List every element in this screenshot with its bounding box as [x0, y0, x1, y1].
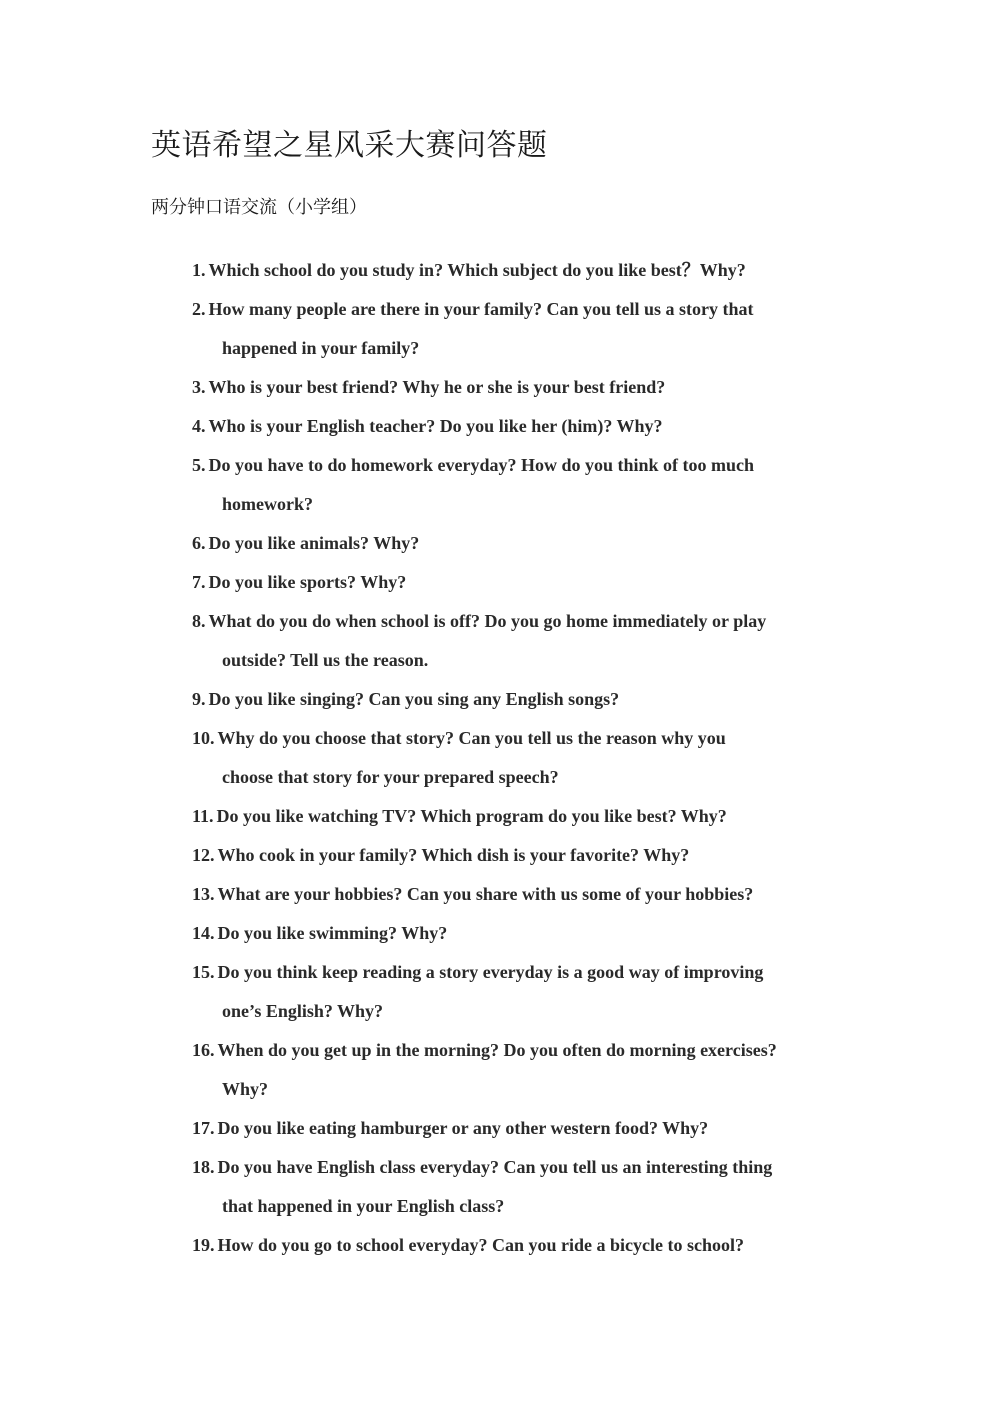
- question-first-line: [192, 446, 872, 485]
- question-item: [192, 680, 872, 719]
- question-first-line: [192, 1148, 872, 1187]
- question-text: Do you like singing? Can you sing any English songs?: [208, 689, 620, 709]
- question-first-line: [192, 1226, 872, 1265]
- question-item: [192, 1109, 872, 1148]
- question-text: choose that story for your prepared speech?: [222, 767, 559, 787]
- question-number: 4.: [192, 416, 206, 436]
- question-first-line: [192, 563, 872, 602]
- question-item: [192, 407, 872, 446]
- question-item: [192, 563, 872, 602]
- question-continuation-line: [192, 1187, 872, 1226]
- question-text: that happened in your English class?: [222, 1196, 505, 1216]
- question-text: Do you like animals? Why?: [208, 533, 420, 553]
- question-item: [192, 953, 872, 1031]
- question-text: happened in your family?: [222, 338, 420, 358]
- question-item: [192, 1226, 872, 1265]
- question-text: When do you get up in the morning? Do you often do morning exercises?: [217, 1040, 777, 1060]
- question-item: [192, 446, 872, 524]
- question-text: Who is your best friend? Why he or she is your best friend?: [208, 377, 666, 397]
- question-number: 6.: [192, 533, 206, 553]
- question-number: 11.: [192, 806, 214, 826]
- question-number: 18.: [192, 1157, 215, 1177]
- question-text: Who is your English teacher? Do you like her (him)? Why?: [208, 416, 663, 436]
- question-item: [192, 602, 872, 680]
- question-number: 16.: [192, 1040, 215, 1060]
- question-item: [192, 1031, 872, 1109]
- question-first-line: [192, 1031, 872, 1070]
- question-item: [192, 1148, 872, 1226]
- question-first-line: [192, 602, 872, 641]
- question-continuation-line: [192, 1070, 872, 1109]
- question-item: [192, 290, 872, 368]
- question-text: Do you like swimming? Why?: [217, 923, 448, 943]
- question-continuation-line: [192, 758, 872, 797]
- question-number: 2.: [192, 299, 206, 319]
- question-number: 3.: [192, 377, 206, 397]
- question-first-line: [192, 680, 872, 719]
- question-item: [192, 524, 872, 563]
- question-text: How many people are there in your family? Can you tell us a story that: [208, 299, 754, 319]
- question-text: Do you like eating hamburger or any other western food? Why?: [217, 1118, 709, 1138]
- question-text: What are your hobbies? Can you share with us some of your hobbies?: [217, 884, 754, 904]
- question-text: How do you go to school everyday? Can you ride a bicycle to school?: [217, 1235, 744, 1255]
- question-continuation-line: [192, 485, 872, 524]
- question-first-line: [192, 524, 872, 563]
- question-item: [192, 797, 872, 836]
- question-number: 7.: [192, 572, 206, 592]
- question-item: [192, 875, 872, 914]
- question-item: [192, 251, 872, 290]
- question-number: 13.: [192, 884, 215, 904]
- question-item: [192, 836, 872, 875]
- question-text: Do you like watching TV? Which program do you like best? Why?: [216, 806, 727, 826]
- question-continuation-line: [192, 641, 872, 680]
- question-number: 5.: [192, 455, 206, 475]
- question-text: Do you like sports? Why?: [208, 572, 407, 592]
- question-text: Who cook in your family? Which dish is your favorite? Why?: [217, 845, 690, 865]
- question-number: 10.: [192, 728, 215, 748]
- question-text: Why?: [222, 1079, 269, 1099]
- question-number: 8.: [192, 611, 206, 631]
- question-number: 1.: [192, 260, 206, 280]
- question-continuation-line: [192, 992, 872, 1031]
- question-first-line: [192, 368, 872, 407]
- question-number: 19.: [192, 1235, 215, 1255]
- question-first-line: [192, 290, 872, 329]
- document-subtitle: 两分钟口语交流（小学组）: [151, 197, 367, 218]
- question-first-line: [192, 797, 872, 836]
- question-first-line: [192, 875, 872, 914]
- question-number: 14.: [192, 923, 215, 943]
- question-number: 12.: [192, 845, 215, 865]
- document-title: 英语希望之星风采大赛问答题: [151, 128, 548, 163]
- question-text: one’s English? Why?: [222, 1001, 384, 1021]
- question-first-line: [192, 836, 872, 875]
- question-text: Do you have to do homework everyday? How do you think of too much: [208, 455, 755, 475]
- question-item: [192, 719, 872, 797]
- question-text: Which school do you study in? Which subject do you like best？Why?: [208, 260, 746, 280]
- question-first-line: [192, 719, 872, 758]
- question-first-line: [192, 251, 872, 290]
- question-item: [192, 368, 872, 407]
- question-number: 17.: [192, 1118, 215, 1138]
- question-item: [192, 914, 872, 953]
- question-text: Do you think keep reading a story everyday is a good way of improving: [217, 962, 764, 982]
- question-number: 15.: [192, 962, 215, 982]
- question-text: Do you have English class everyday? Can you tell us an interesting thing: [217, 1157, 773, 1177]
- question-list: [192, 251, 872, 1265]
- question-continuation-line: [192, 329, 872, 368]
- question-first-line: [192, 407, 872, 446]
- question-first-line: [192, 914, 872, 953]
- question-text: outside? Tell us the reason.: [222, 650, 429, 670]
- question-first-line: [192, 1109, 872, 1148]
- question-text: homework?: [222, 494, 313, 514]
- question-text: Why do you choose that story? Can you tell us the reason why you: [217, 728, 726, 748]
- question-first-line: [192, 953, 872, 992]
- question-number: 9.: [192, 689, 206, 709]
- question-text: What do you do when school is off? Do you go home immediately or play: [208, 611, 767, 631]
